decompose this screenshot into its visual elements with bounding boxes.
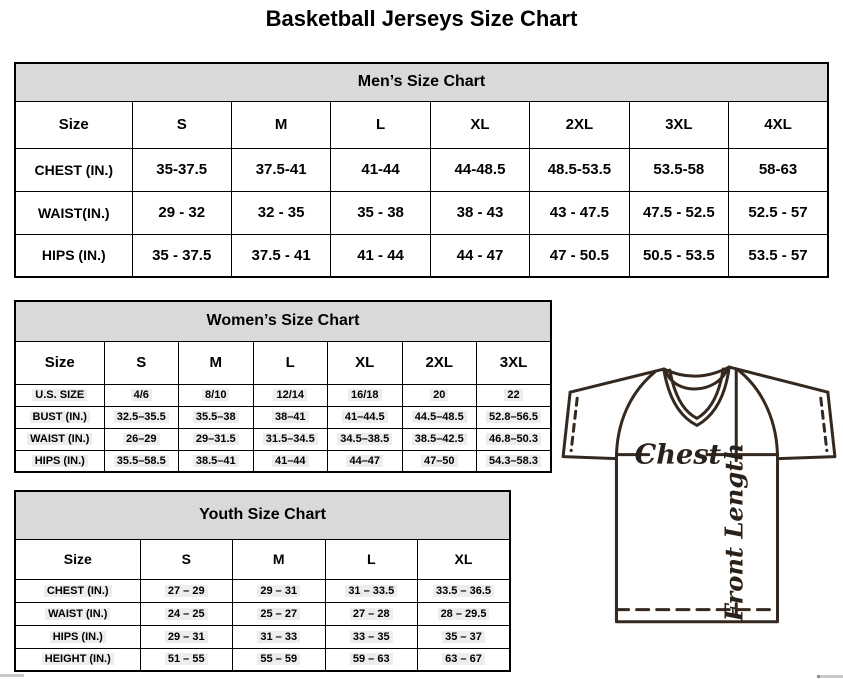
row-label: HIPS (IN.) <box>15 234 132 277</box>
row-label: HEIGHT (IN.) <box>15 648 140 671</box>
row-label: WAIST (IN.) <box>15 602 140 625</box>
youth-size-table <box>14 490 511 672</box>
womens-col-3xl: 3XL <box>477 341 552 384</box>
youth-col-m: M <box>233 539 326 579</box>
value-cell: 38–41 <box>253 406 328 428</box>
mens-size-header-row <box>15 101 828 148</box>
womens-col-xl: XL <box>328 341 403 384</box>
womens-size-label: Size <box>15 341 104 384</box>
row-label: U.S. SIZE <box>15 384 104 406</box>
value-cell: 31 – 33 <box>233 625 326 648</box>
row-label: CHEST (IN.) <box>15 148 132 191</box>
youth-col-l: L <box>325 539 418 579</box>
row-label: CHEST (IN.) <box>15 579 140 602</box>
womens-col-2xl: 2XL <box>402 341 477 384</box>
page-title: Basketball Jerseys Size Chart <box>265 6 578 31</box>
row-label: WAIST(IN.) <box>15 191 132 234</box>
value-cell: 27 – 28 <box>325 602 418 625</box>
mens-col-l: L <box>331 101 430 148</box>
womens-size-table <box>14 300 552 473</box>
value-cell: 41 - 44 <box>331 234 430 277</box>
value-cell: 4/6 <box>104 384 179 406</box>
bottom-right-scrollbar-dot <box>817 675 820 678</box>
value-cell: 35.5–58.5 <box>104 450 179 472</box>
value-cell: 37.5-41 <box>231 148 330 191</box>
jersey-collar-back <box>664 367 729 376</box>
value-cell: 38.5–41 <box>179 450 254 472</box>
value-cell: 38 - 43 <box>430 191 529 234</box>
bottom-right-scrollbar-fragment <box>818 675 843 678</box>
youth-table-title: Youth Size Chart <box>15 491 510 539</box>
mens-col-2xl: 2XL <box>530 101 629 148</box>
value-cell: 25 – 27 <box>233 602 326 625</box>
value-cell: 58-63 <box>729 148 828 191</box>
mens-col-4xl: 4XL <box>729 101 828 148</box>
youth-waist-row <box>15 602 510 625</box>
jersey-right-cuff-dashes <box>821 398 827 450</box>
jersey-left-shoulder <box>570 369 664 392</box>
jersey-right-shoulder <box>729 367 828 392</box>
jersey-left-cuff-dashes <box>571 398 577 450</box>
value-cell: 43 - 47.5 <box>530 191 629 234</box>
value-cell: 44–47 <box>328 450 403 472</box>
womens-waist-row <box>15 428 551 450</box>
mens-waist-row <box>15 191 828 234</box>
value-cell: 37.5 - 41 <box>231 234 330 277</box>
value-cell: 47 - 50.5 <box>530 234 629 277</box>
row-label: BUST (IN.) <box>15 406 104 428</box>
value-cell: 31.5–34.5 <box>253 428 328 450</box>
mens-col-m: M <box>231 101 330 148</box>
value-cell: 24 – 25 <box>140 602 233 625</box>
value-cell: 52.8–56.5 <box>477 406 552 428</box>
value-cell: 41-44 <box>331 148 430 191</box>
value-cell: 33 – 35 <box>325 625 418 648</box>
womens-col-s: S <box>104 341 179 384</box>
youth-col-xl: XL <box>418 539 511 579</box>
value-cell: 44.5–48.5 <box>402 406 477 428</box>
row-label: WAIST (IN.) <box>15 428 104 450</box>
womens-bust-row <box>15 406 551 428</box>
value-cell: 12/14 <box>253 384 328 406</box>
womens-table-title: Women’s Size Chart <box>15 301 551 341</box>
value-cell: 31 – 33.5 <box>325 579 418 602</box>
value-cell: 34.5–38.5 <box>328 428 403 450</box>
bottom-left-scrollbar-fragment <box>0 674 24 677</box>
youth-size-header-row <box>15 539 510 579</box>
youth-hips-row <box>15 625 510 648</box>
womens-size-header-row <box>15 341 551 384</box>
womens-col-l: L <box>253 341 328 384</box>
value-cell: 29 – 31 <box>233 579 326 602</box>
value-cell: 22 <box>477 384 552 406</box>
value-cell: 29 - 32 <box>132 191 231 234</box>
youth-height-row <box>15 648 510 671</box>
youth-size-label: Size <box>15 539 140 579</box>
value-cell: 29 – 31 <box>140 625 233 648</box>
mens-size-table <box>14 62 829 278</box>
value-cell: 35.5–38 <box>179 406 254 428</box>
value-cell: 59 – 63 <box>325 648 418 671</box>
value-cell: 54.3–58.3 <box>477 450 552 472</box>
mens-col-s: S <box>132 101 231 148</box>
value-cell: 32 - 35 <box>231 191 330 234</box>
value-cell: 47.5 - 52.5 <box>629 191 728 234</box>
value-cell: 55 – 59 <box>233 648 326 671</box>
jersey-left-sleeve <box>563 392 616 458</box>
womens-us-size-row <box>15 384 551 406</box>
mens-hips-row <box>15 234 828 277</box>
value-cell: 16/18 <box>328 384 403 406</box>
value-cell: 46.8–50.3 <box>477 428 552 450</box>
jersey-right-sleeve <box>779 392 835 458</box>
value-cell: 35-37.5 <box>132 148 231 191</box>
row-label: HIPS (IN.) <box>15 625 140 648</box>
value-cell: 51 – 55 <box>140 648 233 671</box>
value-cell: 63 – 67 <box>418 648 511 671</box>
row-label: HIPS (IN.) <box>15 450 104 472</box>
jersey-svg <box>558 362 840 664</box>
womens-col-m: M <box>179 341 254 384</box>
value-cell: 8/10 <box>179 384 254 406</box>
value-cell: 47–50 <box>402 450 477 472</box>
jersey-torso <box>616 459 777 622</box>
value-cell: 33.5 – 36.5 <box>418 579 511 602</box>
value-cell: 53.5-58 <box>629 148 728 191</box>
value-cell: 48.5-53.5 <box>530 148 629 191</box>
mens-col-xl: XL <box>430 101 529 148</box>
value-cell: 53.5 - 57 <box>729 234 828 277</box>
value-cell: 41–44 <box>253 450 328 472</box>
value-cell: 35 – 37 <box>418 625 511 648</box>
value-cell: 29–31.5 <box>179 428 254 450</box>
front-length-label: Front Length <box>719 443 749 622</box>
chest-label: Chest <box>634 438 722 471</box>
value-cell: 20 <box>402 384 477 406</box>
mens-chest-row <box>15 148 828 191</box>
value-cell: 35 - 37.5 <box>132 234 231 277</box>
value-cell: 44 - 47 <box>430 234 529 277</box>
value-cell: 52.5 - 57 <box>729 191 828 234</box>
value-cell: 38.5–42.5 <box>402 428 477 450</box>
jersey-measurement-diagram <box>558 362 840 664</box>
value-cell: 41–44.5 <box>328 406 403 428</box>
womens-hips-row <box>15 450 551 472</box>
mens-size-label: Size <box>15 101 132 148</box>
value-cell: 35 - 38 <box>331 191 430 234</box>
value-cell: 44-48.5 <box>430 148 529 191</box>
value-cell: 50.5 - 53.5 <box>629 234 728 277</box>
value-cell: 27 – 29 <box>140 579 233 602</box>
youth-chest-row <box>15 579 510 602</box>
value-cell: 32.5–35.5 <box>104 406 179 428</box>
mens-table-title: Men’s Size Chart <box>15 63 828 101</box>
value-cell: 28 – 29.5 <box>418 602 511 625</box>
youth-col-s: S <box>140 539 233 579</box>
value-cell: 26–29 <box>104 428 179 450</box>
mens-col-3xl: 3XL <box>629 101 728 148</box>
